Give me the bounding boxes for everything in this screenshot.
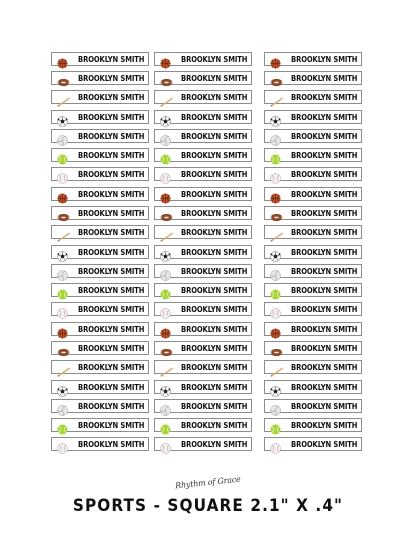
label-name-text: BROOKLYN SMITH	[181, 92, 248, 102]
label-name-text: BROOKLYN SMITH	[291, 227, 358, 237]
name-label	[264, 380, 362, 394]
label-name-text: BROOKLYN SMITH	[78, 324, 145, 334]
label-name-text: BROOKLYN SMITH	[78, 189, 145, 199]
label-name-text: BROOKLYN SMITH	[78, 169, 145, 179]
label-name-text: BROOKLYN SMITH	[291, 92, 358, 102]
name-label	[154, 360, 252, 374]
name-label	[264, 283, 362, 297]
name-label	[264, 52, 362, 66]
name-label	[51, 206, 149, 220]
soccer-ball-icon	[160, 247, 171, 258]
label-name-text: BROOKLYN SMITH	[78, 420, 145, 430]
label-name-text: BROOKLYN SMITH	[78, 285, 145, 295]
label-name-text: BROOKLYN SMITH	[78, 112, 145, 122]
label-name-text: BROOKLYN SMITH	[291, 420, 358, 430]
page-title: SPORTS - SQUARE 2.1" X .4"	[72, 496, 344, 516]
name-label	[264, 148, 362, 162]
volleyball-icon	[160, 401, 171, 412]
name-label	[51, 341, 149, 355]
name-label	[154, 245, 252, 259]
label-name-text: BROOKLYN SMITH	[78, 73, 145, 83]
name-label	[51, 71, 149, 85]
label-name-text: BROOKLYN SMITH	[78, 382, 145, 392]
football-icon	[160, 208, 171, 219]
label-name-text: BROOKLYN SMITH	[181, 401, 248, 411]
label-name-text: BROOKLYN SMITH	[181, 227, 248, 237]
label-name-text: BROOKLYN SMITH	[291, 343, 358, 353]
basketball-icon	[160, 54, 171, 65]
label-name-text: BROOKLYN SMITH	[291, 439, 358, 449]
name-label	[51, 264, 149, 278]
name-label	[264, 360, 362, 374]
name-label	[51, 245, 149, 259]
label-name-text: BROOKLYN SMITH	[181, 362, 248, 372]
label-name-text: BROOKLYN SMITH	[291, 189, 358, 199]
label-name-text: BROOKLYN SMITH	[291, 266, 358, 276]
tennis-ball-icon	[160, 150, 171, 161]
name-label	[264, 187, 362, 201]
label-name-text: BROOKLYN SMITH	[78, 131, 145, 141]
basketball-icon	[57, 54, 68, 65]
baseball-icon	[270, 304, 281, 315]
label-name-text: BROOKLYN SMITH	[291, 54, 358, 64]
name-label	[51, 360, 149, 374]
name-label	[154, 399, 252, 413]
name-label	[154, 302, 252, 316]
label-name-text: BROOKLYN SMITH	[291, 150, 358, 160]
basketball-icon	[270, 324, 281, 335]
tennis-ball-icon	[270, 150, 281, 161]
baseball-icon	[57, 169, 68, 180]
name-label	[51, 187, 149, 201]
baseball-bat-icon	[57, 362, 68, 373]
name-label	[154, 341, 252, 355]
name-label	[264, 322, 362, 336]
football-icon	[57, 73, 68, 84]
label-name-text: BROOKLYN SMITH	[181, 247, 248, 257]
label-name-text: BROOKLYN SMITH	[181, 208, 248, 218]
baseball-icon	[270, 169, 281, 180]
baseball-bat-icon	[270, 227, 281, 238]
name-label	[154, 187, 252, 201]
name-label	[264, 71, 362, 85]
name-label	[51, 167, 149, 181]
label-name-text: BROOKLYN SMITH	[181, 382, 248, 392]
label-name-text: BROOKLYN SMITH	[291, 73, 358, 83]
baseball-bat-icon	[57, 227, 68, 238]
label-name-text: BROOKLYN SMITH	[78, 92, 145, 102]
name-label	[264, 206, 362, 220]
volleyball-icon	[270, 401, 281, 412]
name-label	[264, 129, 362, 143]
baseball-icon	[160, 304, 171, 315]
baseball-icon	[270, 439, 281, 450]
tennis-ball-icon	[57, 285, 68, 296]
baseball-icon	[160, 169, 171, 180]
name-label	[154, 148, 252, 162]
soccer-ball-icon	[57, 112, 68, 123]
label-name-text: BROOKLYN SMITH	[181, 73, 248, 83]
label-name-text: BROOKLYN SMITH	[181, 420, 248, 430]
tennis-ball-icon	[270, 285, 281, 296]
name-label	[264, 225, 362, 239]
label-name-text: BROOKLYN SMITH	[181, 439, 248, 449]
name-label	[154, 129, 252, 143]
name-label	[154, 71, 252, 85]
football-icon	[57, 343, 68, 354]
name-label	[51, 129, 149, 143]
name-label	[264, 399, 362, 413]
brand-signature: Rhythm of Grace	[174, 474, 242, 491]
name-label	[51, 110, 149, 124]
volleyball-icon	[57, 131, 68, 142]
baseball-bat-icon	[160, 92, 171, 103]
name-label	[51, 399, 149, 413]
name-label	[51, 437, 149, 451]
name-label	[51, 148, 149, 162]
name-label	[154, 90, 252, 104]
name-label	[51, 302, 149, 316]
soccer-ball-icon	[270, 247, 281, 258]
label-name-text: BROOKLYN SMITH	[291, 362, 358, 372]
tennis-ball-icon	[57, 420, 68, 431]
volleyball-icon	[160, 266, 171, 277]
name-label	[154, 283, 252, 297]
football-icon	[270, 208, 281, 219]
football-icon	[270, 343, 281, 354]
label-name-text: BROOKLYN SMITH	[78, 247, 145, 257]
football-icon	[270, 73, 281, 84]
label-name-text: BROOKLYN SMITH	[78, 208, 145, 218]
name-label	[264, 264, 362, 278]
volleyball-icon	[270, 131, 281, 142]
label-name-text: BROOKLYN SMITH	[78, 362, 145, 372]
name-label	[154, 110, 252, 124]
name-label	[154, 437, 252, 451]
name-label	[154, 206, 252, 220]
label-name-text: BROOKLYN SMITH	[181, 112, 248, 122]
baseball-bat-icon	[270, 362, 281, 373]
label-name-text: BROOKLYN SMITH	[181, 131, 248, 141]
baseball-bat-icon	[160, 362, 171, 373]
basketball-icon	[270, 54, 281, 65]
baseball-bat-icon	[160, 227, 171, 238]
tennis-ball-icon	[160, 285, 171, 296]
label-name-text: BROOKLYN SMITH	[181, 169, 248, 179]
name-label	[264, 341, 362, 355]
volleyball-icon	[57, 266, 68, 277]
label-name-text: BROOKLYN SMITH	[78, 401, 145, 411]
label-name-text: BROOKLYN SMITH	[291, 401, 358, 411]
label-name-text: BROOKLYN SMITH	[78, 54, 145, 64]
label-name-text: BROOKLYN SMITH	[181, 324, 248, 334]
name-label	[264, 245, 362, 259]
soccer-ball-icon	[160, 382, 171, 393]
volleyball-icon	[57, 401, 68, 412]
volleyball-icon	[270, 266, 281, 277]
name-label	[51, 90, 149, 104]
name-label	[154, 264, 252, 278]
baseball-icon	[57, 304, 68, 315]
label-name-text: BROOKLYN SMITH	[78, 266, 145, 276]
volleyball-icon	[160, 131, 171, 142]
basketball-icon	[57, 189, 68, 200]
label-name-text: BROOKLYN SMITH	[291, 112, 358, 122]
tennis-ball-icon	[57, 150, 68, 161]
tennis-ball-icon	[160, 420, 171, 431]
tennis-ball-icon	[270, 420, 281, 431]
name-label	[264, 110, 362, 124]
name-label	[264, 418, 362, 432]
name-label	[51, 52, 149, 66]
name-label	[51, 322, 149, 336]
label-name-text: BROOKLYN SMITH	[181, 150, 248, 160]
baseball-icon	[160, 439, 171, 450]
label-name-text: BROOKLYN SMITH	[291, 247, 358, 257]
label-name-text: BROOKLYN SMITH	[78, 439, 145, 449]
name-label	[154, 322, 252, 336]
label-name-text: BROOKLYN SMITH	[78, 227, 145, 237]
baseball-icon	[57, 439, 68, 450]
football-icon	[160, 73, 171, 84]
label-name-text: BROOKLYN SMITH	[78, 304, 145, 314]
football-icon	[57, 208, 68, 219]
label-name-text: BROOKLYN SMITH	[181, 266, 248, 276]
label-name-text: BROOKLYN SMITH	[291, 208, 358, 218]
name-label	[154, 52, 252, 66]
name-label	[154, 380, 252, 394]
label-name-text: BROOKLYN SMITH	[181, 285, 248, 295]
soccer-ball-icon	[57, 382, 68, 393]
name-label	[154, 418, 252, 432]
basketball-icon	[57, 324, 68, 335]
basketball-icon	[160, 324, 171, 335]
label-name-text: BROOKLYN SMITH	[291, 324, 358, 334]
name-label	[154, 225, 252, 239]
basketball-icon	[160, 189, 171, 200]
name-label	[51, 283, 149, 297]
label-name-text: BROOKLYN SMITH	[78, 343, 145, 353]
name-label	[264, 90, 362, 104]
label-name-text: BROOKLYN SMITH	[181, 189, 248, 199]
soccer-ball-icon	[160, 112, 171, 123]
baseball-bat-icon	[57, 92, 68, 103]
label-name-text: BROOKLYN SMITH	[181, 54, 248, 64]
name-label	[264, 437, 362, 451]
label-name-text: BROOKLYN SMITH	[291, 169, 358, 179]
label-name-text: BROOKLYN SMITH	[181, 343, 248, 353]
label-name-text: BROOKLYN SMITH	[291, 382, 358, 392]
label-name-text: BROOKLYN SMITH	[291, 285, 358, 295]
name-label	[51, 418, 149, 432]
soccer-ball-icon	[57, 247, 68, 258]
label-name-text: BROOKLYN SMITH	[291, 131, 358, 141]
football-icon	[160, 343, 171, 354]
label-name-text: BROOKLYN SMITH	[291, 304, 358, 314]
name-label	[51, 380, 149, 394]
soccer-ball-icon	[270, 382, 281, 393]
name-label	[264, 167, 362, 181]
basketball-icon	[270, 189, 281, 200]
name-label	[264, 302, 362, 316]
label-name-text: BROOKLYN SMITH	[181, 304, 248, 314]
label-name-text: BROOKLYN SMITH	[78, 150, 145, 160]
name-label	[154, 167, 252, 181]
label-sheet	[51, 52, 358, 454]
name-label	[51, 225, 149, 239]
baseball-bat-icon	[270, 92, 281, 103]
soccer-ball-icon	[270, 112, 281, 123]
